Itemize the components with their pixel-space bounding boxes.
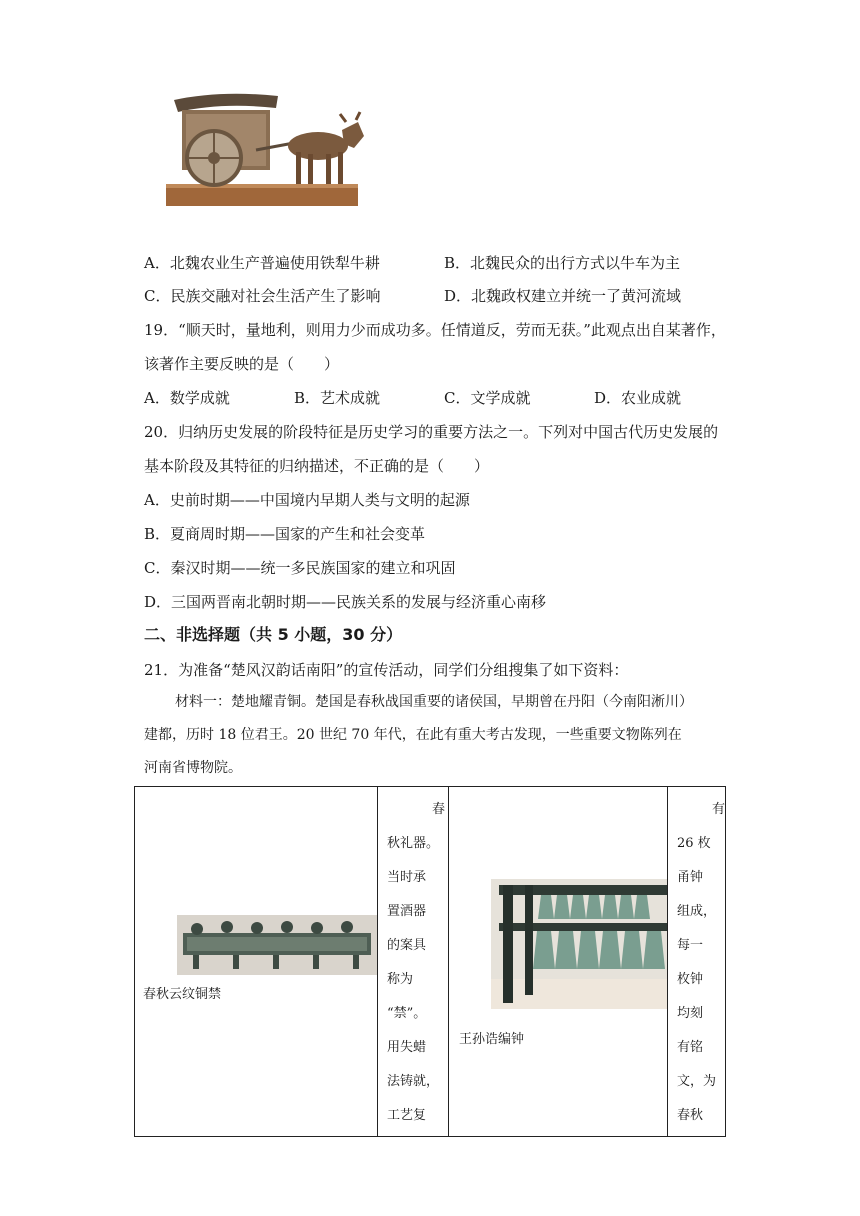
artifact-table bbox=[134, 786, 726, 1137]
q21-material-line1: 材料一：楚地耀青铜。楚国是春秋战国重要的诸侯国，早期曾在丹阳（今南阳淅川） bbox=[175, 694, 693, 710]
q20-stem-line1: 20．归纳历史发展的阶段特征是历史学习的重要方法之一。下列对中国古代历史发展的 bbox=[144, 423, 719, 441]
table-divider bbox=[448, 787, 449, 1136]
q21-material-line3: 河南省博物院。 bbox=[144, 760, 242, 776]
q18-option-c: C．民族交融对社会生活产生了影响 bbox=[144, 287, 381, 305]
q19-option-d: D．农业成就 bbox=[594, 389, 682, 407]
q19-stem-line2: 该著作主要反映的是（ ） bbox=[144, 355, 340, 373]
cloud-pattern-bronze-jin-image bbox=[177, 915, 377, 975]
item2-description: 有 26 枚 甬钟 组成， 每一 枚钟 均刻 有铭 文，为 春秋 bbox=[677, 802, 725, 1123]
table-divider bbox=[377, 787, 378, 1136]
q21-intro: 21．为准备“楚风汉韵话南阳”的宣传活动，同学们分组搜集了如下资料： bbox=[144, 661, 629, 679]
q18-option-b: B．北魏民众的出行方式以牛车为主 bbox=[444, 254, 681, 272]
q19-option-c: C．文学成就 bbox=[444, 389, 531, 407]
q20-option-d: D．三国两晋南北朝时期——民族关系的发展与经济重心南移 bbox=[144, 593, 547, 611]
table-divider bbox=[667, 787, 668, 1136]
q19-option-a: A．数学成就 bbox=[144, 389, 230, 407]
wangsungao-bianzhong-image bbox=[491, 879, 667, 1009]
q21-material-line2: 建都，历时 18 位君王。20 世纪 70 年代，在此有重大考古发现，一些重要文物陈列在 bbox=[144, 727, 682, 743]
item1-description: 春 秋礼器。 当时承 置酒器 的案具 称为 “禁”。 用失蜡 法铸就， 工艺复 bbox=[387, 802, 445, 1123]
q19-stem-line1: 19．“顺天时，量地利，则用力少而成功多。任情道反，劳而无获。”此观点出自某著作， bbox=[144, 321, 726, 339]
q19-option-b: B．艺术成就 bbox=[294, 389, 381, 407]
q20-option-a: A．史前时期——中国境内早期人类与文明的起源 bbox=[144, 491, 470, 509]
q20-option-b: B．夏商周时期——国家的产生和社会变革 bbox=[144, 525, 426, 543]
item1-caption: 春秋云纹铜禁 bbox=[143, 987, 222, 1002]
q20-stem-line2: 基本阶段及其特征的归纳描述，不正确的是（ ） bbox=[144, 457, 490, 475]
item2-caption: 王孙诰编钟 bbox=[459, 1032, 525, 1047]
q18-option-d: D．北魏政权建立并统一了黄河流域 bbox=[444, 287, 682, 305]
section-heading: 二、非选择题（共 5 小题，30 分） bbox=[144, 625, 403, 644]
q18-option-a: A．北魏农业生产普遍使用铁犁牛耕 bbox=[144, 254, 380, 272]
q20-option-c: C．秦汉时期——统一多民族国家的建立和巩固 bbox=[144, 559, 456, 577]
ox-cart-figurine-image bbox=[160, 88, 366, 214]
